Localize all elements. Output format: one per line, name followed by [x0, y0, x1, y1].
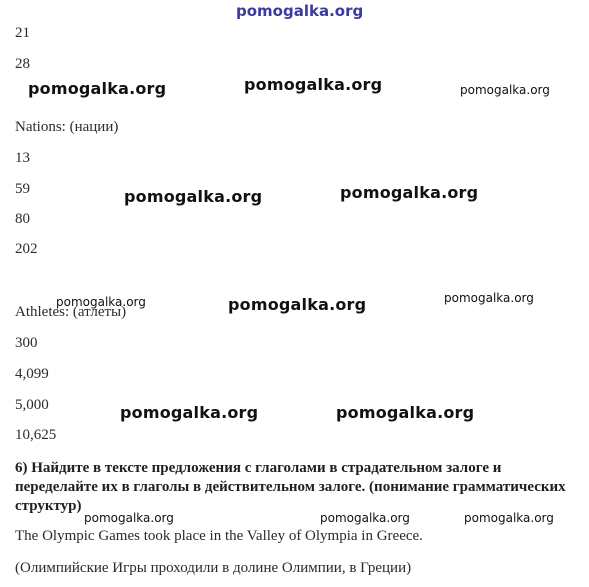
value-line: 202 — [15, 241, 38, 257]
value-line: 28 — [15, 56, 30, 72]
watermark: pomogalka.org — [336, 403, 475, 422]
watermark: pomogalka.org — [460, 83, 550, 97]
value-line: 21 — [15, 25, 30, 41]
watermark: pomogalka.org — [28, 79, 167, 98]
watermark: pomogalka.org — [236, 2, 364, 20]
watermark: pomogalka.org — [228, 295, 367, 314]
value-line: 300 — [15, 335, 38, 351]
example-english: The Olympic Games took place in the Valley of Olympia in Greece. — [15, 528, 423, 544]
watermark: pomogalka.org — [444, 291, 534, 305]
watermark: pomogalka.org — [244, 75, 383, 94]
watermark: pomogalka.org — [124, 187, 263, 206]
value-line: 4,099 — [15, 366, 49, 382]
athletes-label: Athletes: (атлеты) — [15, 304, 127, 320]
watermark: pomogalka.org — [464, 511, 554, 525]
task-heading: 6) Найдите в тексте предложения с глаголами в страдательном залоге и переделайте их в глаголы в действительном залоге. (понимание грамматических структур) — [15, 460, 566, 514]
watermark: pomogalka.org — [84, 511, 174, 525]
value-line: 59 — [15, 181, 30, 197]
value-line: 5,000 — [15, 397, 49, 413]
watermark: pomogalka.org — [120, 403, 259, 422]
value-line: 13 — [15, 150, 30, 166]
example-russian: (Олимпийские Игры проходили в долине Олимпии, в Греции) — [15, 560, 412, 576]
watermark: pomogalka.org — [340, 183, 479, 202]
value-line: 10,625 — [15, 427, 57, 443]
nations-label: Nations: (нации) — [15, 119, 119, 135]
watermark: pomogalka.org — [320, 511, 410, 525]
watermark: pomogalka.org — [56, 295, 146, 309]
value-line: 80 — [15, 211, 30, 227]
